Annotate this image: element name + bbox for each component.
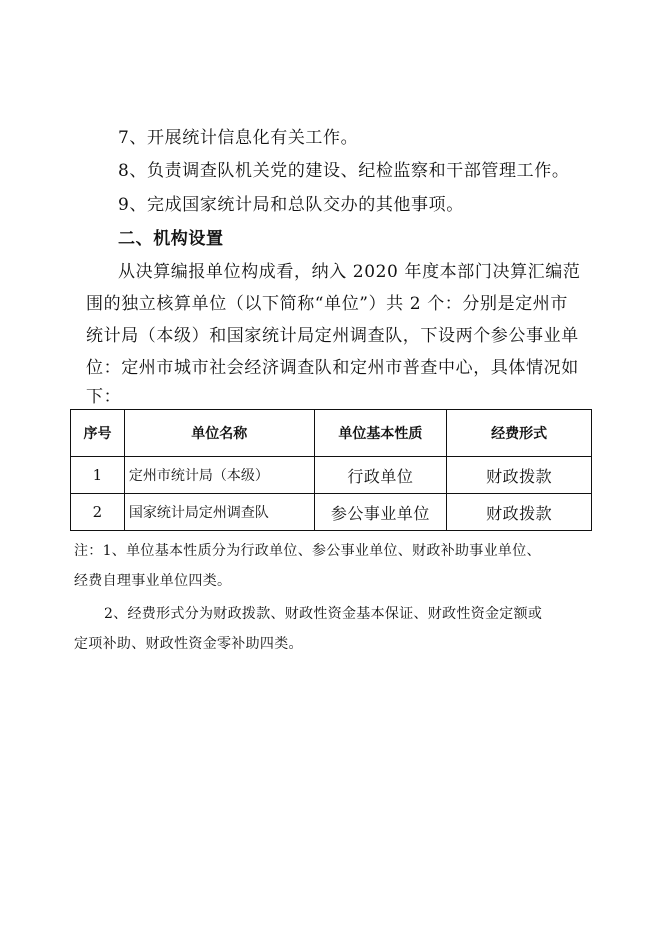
header-unit-nature: 单位基本性质: [314, 410, 447, 457]
row-funding-form: 财政拨款: [447, 457, 592, 494]
note-line-4: 定项补助、财政性资金零补助四类。: [74, 636, 303, 652]
body-line-5: 下：: [86, 387, 122, 407]
header-funding-form: 经费形式: [447, 410, 592, 457]
table-row: [71, 494, 592, 531]
section-heading: 二、机构设置: [118, 229, 224, 249]
item-8: 8、负责调查队机关党的建设、纪检监察和干部管理工作。: [118, 161, 570, 181]
item-9: 9、完成国家统计局和总队交办的其他事项。: [118, 195, 464, 215]
header-seq: 序号: [71, 410, 125, 457]
body-line-1: 从决算编报单位构成看，纳入 2020 年度本部门决算汇编范: [118, 262, 581, 282]
header-unit-name: 单位名称: [124, 410, 314, 457]
row-seq: 1: [71, 457, 125, 494]
body-line-4: 位：定州市城市社会经济调查队和定州市普查中心，具体情况如: [86, 358, 579, 378]
item-7: 7、开展统计信息化有关工作。: [118, 128, 359, 148]
note-line-2: 经费自理事业单位四类。: [74, 573, 232, 589]
unit-table: [70, 409, 592, 531]
note-line-1: 注：1、单位基本性质分为行政单位、参公事业单位、财政补助事业单位、: [74, 543, 541, 559]
row-unit-name: 定州市统计局（本级）: [124, 457, 314, 494]
body-line-2: 围的独立核算单位（以下简称“单位”）共 2 个：分别是定州市: [86, 294, 569, 314]
body-line-3: 统计局（本级）和国家统计局定州调查队，下设两个参公事业单: [86, 326, 579, 346]
table-row: [71, 457, 592, 494]
row-seq: 2: [71, 494, 125, 531]
row-unit-name: 国家统计局定州调查队: [124, 494, 314, 531]
row-unit-nature: 行政单位: [314, 457, 447, 494]
table-header-row: [71, 410, 592, 457]
row-funding-form: 财政拨款: [447, 494, 592, 531]
row-unit-nature: 参公事业单位: [314, 494, 447, 531]
note-line-3: 2、经费形式分为财政拨款、财政性资金基本保证、财政性资金定额或: [104, 606, 543, 622]
